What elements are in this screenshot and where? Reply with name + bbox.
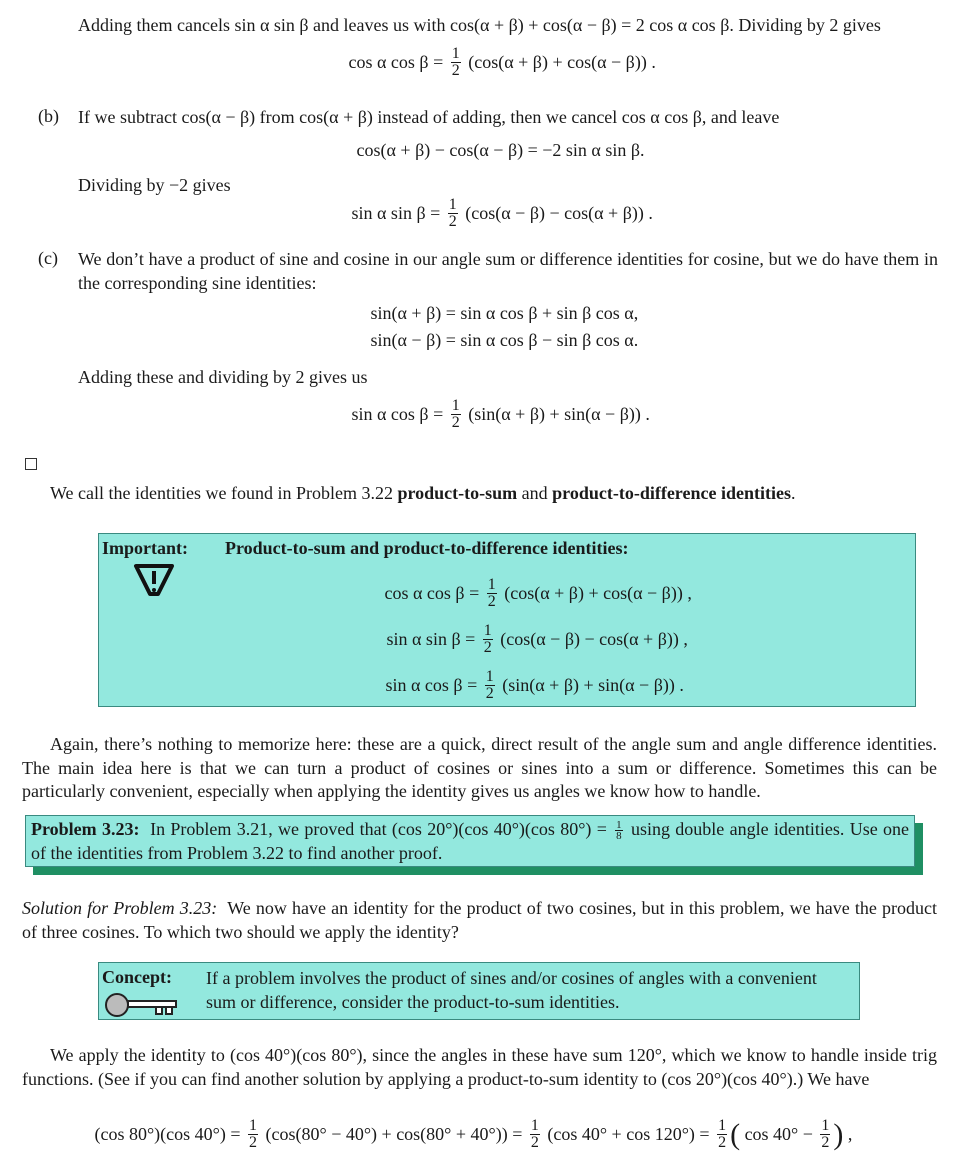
- numerator: 1: [249, 1117, 258, 1134]
- part-c-text2: Adding these and dividing by 2 gives us: [78, 367, 368, 387]
- fraction: [820, 1118, 830, 1151]
- important-label: Important:: [102, 538, 188, 558]
- fraction: [448, 197, 458, 230]
- big-paren: ): [833, 1117, 844, 1151]
- equation-text: sin α cos β =: [381, 675, 482, 695]
- text: We call the identities we found in Problem 3.22: [50, 483, 398, 503]
- numerator: 1: [448, 196, 457, 213]
- fraction: [530, 1118, 540, 1151]
- equation-text: cos α cos β =: [344, 52, 448, 72]
- equation-text: (cos(80° − 40°) + cos(80° + 40°)) =: [261, 1124, 527, 1144]
- denominator: 2: [821, 1134, 830, 1151]
- denominator: 2: [249, 1134, 258, 1151]
- equation-text: sin α sin β =: [382, 629, 480, 649]
- denominator: 2: [485, 685, 494, 702]
- part-b-text2: Dividing by −2 gives: [78, 175, 231, 195]
- denominator: 2: [451, 414, 460, 431]
- equation-text: (cos(α + β) + cos(α − β)) ,: [499, 583, 697, 603]
- concept-label: Concept:: [102, 967, 172, 987]
- equation-text: sin(α + β) = sin α cos β + sin β cos α,: [366, 303, 643, 323]
- fraction: [483, 623, 493, 656]
- equation: [366, 330, 643, 351]
- equation-text: (cos(α + β) + cos(α − β)) .: [463, 52, 661, 72]
- fraction: [615, 820, 623, 841]
- equation-text: (cos(α − β) − cos(α + β)) ,: [495, 629, 693, 649]
- part-c-text: We don’t have a product of sine and cosine in our angle sum or difference identities for cosine, but we do have them in the corresponding sine identities:: [78, 249, 938, 293]
- fraction: [485, 669, 495, 702]
- important-box: [98, 533, 916, 707]
- numerator: 1: [530, 1117, 539, 1134]
- equation-text: (cos 40° + cos 120°) =: [542, 1124, 715, 1144]
- problem-box: [25, 815, 915, 867]
- fraction: [487, 577, 497, 610]
- big-paren: (: [730, 1117, 741, 1151]
- numerator: 1: [616, 819, 622, 832]
- equation-text: (cos(α − β) − cos(α + β)) .: [460, 203, 658, 223]
- concept-box: [98, 962, 860, 1020]
- fraction: [717, 1118, 727, 1151]
- equation: [366, 303, 643, 324]
- denominator: 8: [616, 830, 622, 843]
- intro-line: Adding them cancels sin α sin β and leaves us with cos(α + β) + cos(α − β) = 2 cos α cos β. Dividing by 2 gives: [78, 15, 881, 35]
- equation-text: ,: [843, 1124, 857, 1144]
- equation-text: cos 40° −: [740, 1124, 818, 1144]
- again-paragraph: Again, there’s nothing to memorize here: these are a quick, direct result of the angle sum and angle difference identities. The main idea here is that we can turn a product of cosines or sines into a sum or difference. Sometimes this can be particularly convenient, especially when applying the identity gives us angles we know how to handle.: [22, 734, 937, 801]
- key-icon: [104, 993, 180, 1017]
- apply-paragraph: We apply the identity to (cos 40°)(cos 80°), since the angles in these have sum 120°, which we know to handle inside trig functions. (See if you can find another solution by applying a product-to-sum identity to (cos 20°)(cos 40°).) We have: [22, 1045, 937, 1089]
- equation-text: sin α sin β =: [347, 203, 445, 223]
- denominator: 2: [448, 213, 457, 230]
- equation: [382, 623, 692, 656]
- warning-triangle-icon: [132, 562, 176, 598]
- concept-text: If a problem involves the product of sines and/or cosines of angles with a convenient sum or difference, consider the product-to-sum identities.: [206, 968, 817, 1012]
- equation: [352, 140, 649, 161]
- part-label: (b): [38, 106, 59, 126]
- equation: [381, 669, 688, 702]
- empty-square-icon: [25, 458, 37, 470]
- term: product-to-difference identities: [552, 483, 791, 503]
- numerator: 1: [451, 45, 460, 62]
- call-line: [50, 482, 795, 506]
- problem-label: Problem 3.23:: [31, 819, 140, 839]
- text: using double angle identities. Use one of the identities from Problem 3.22 to find another proof.: [31, 819, 909, 863]
- fraction: [451, 398, 461, 431]
- numerator: 1: [451, 397, 460, 414]
- solution-paragraph: [22, 897, 937, 944]
- text: We now have an identity for the product of two cosines, but in this problem, we have the product of three cosines. To which two should we apply the identity?: [22, 898, 937, 942]
- denominator: 2: [487, 593, 496, 610]
- fraction: [451, 46, 461, 79]
- denominator: 2: [451, 62, 460, 79]
- equation-text: sin(α − β) = sin α cos β − sin β cos α.: [366, 330, 643, 350]
- numerator: 1: [718, 1117, 727, 1134]
- equation: [347, 197, 657, 230]
- final-equation: [90, 1118, 857, 1151]
- equation-text: (sin(α + β) + sin(α − β)) .: [463, 404, 655, 424]
- fraction: [248, 1118, 258, 1151]
- denominator: 2: [530, 1134, 539, 1151]
- numerator: 1: [485, 668, 494, 685]
- numerator: 1: [483, 622, 492, 639]
- equation: [380, 577, 696, 610]
- equation-text: (cos 80°)(cos 40°) =: [90, 1124, 246, 1144]
- equation-text: sin α cos β =: [347, 404, 448, 424]
- important-title: Product-to-sum and product-to-difference identities:: [225, 538, 629, 558]
- equation: [344, 46, 660, 79]
- problem-text: [31, 818, 909, 865]
- part-label: (c): [38, 248, 58, 268]
- numerator: 1: [821, 1117, 830, 1134]
- equation: [347, 398, 654, 431]
- part-b-text: If we subtract cos(α − β) from cos(α + β) instead of adding, then we cancel cos α cos β, and leave: [78, 107, 780, 127]
- denominator: 2: [483, 639, 492, 656]
- text: In Problem 3.21, we proved that (cos 20°)(cos 40°)(cos 80°) =: [150, 819, 607, 839]
- text: .: [790, 483, 796, 503]
- text: and: [517, 483, 553, 503]
- term: product-to-sum: [397, 483, 518, 503]
- equation-text: cos(α + β) − cos(α − β) = −2 sin α sin β.: [352, 140, 649, 160]
- numerator: 1: [487, 576, 496, 593]
- solution-label: Solution for Problem 3.23:: [22, 898, 218, 918]
- equation-text: (sin(α + β) + sin(α − β)) .: [497, 675, 689, 695]
- denominator: 2: [718, 1134, 727, 1151]
- equation-text: cos α cos β =: [380, 583, 484, 603]
